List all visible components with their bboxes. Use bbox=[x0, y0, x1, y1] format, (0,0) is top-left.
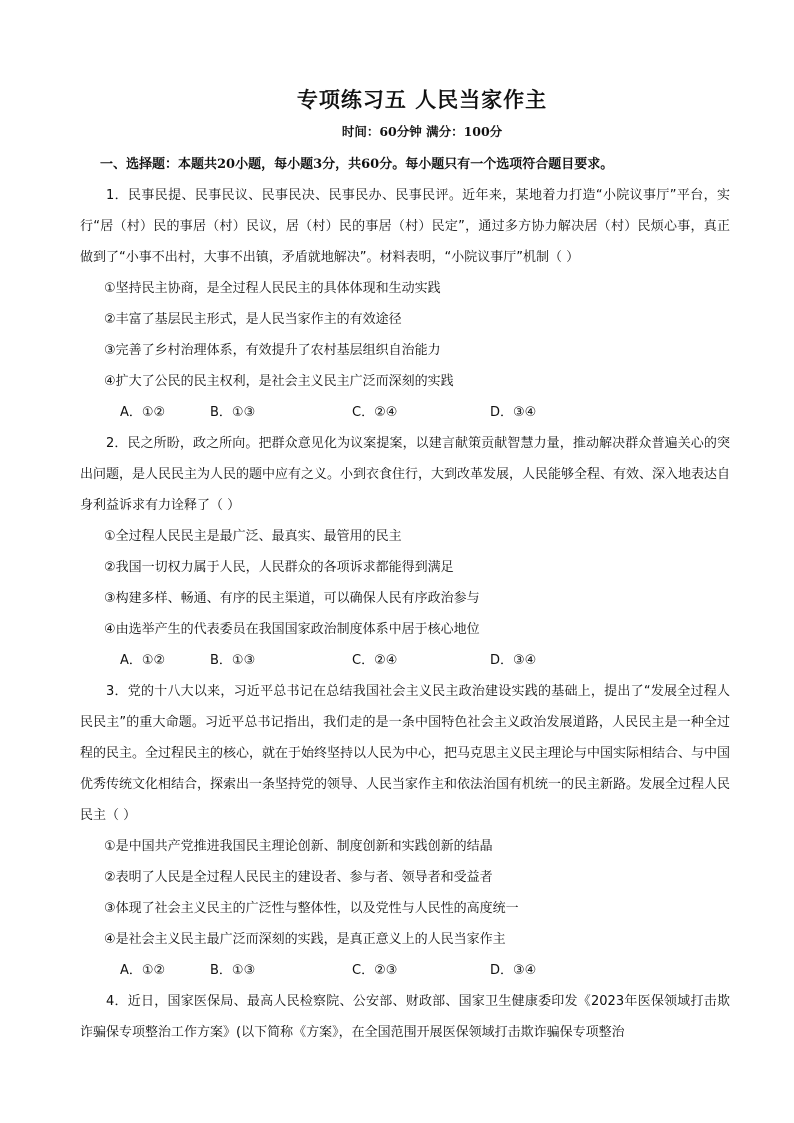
question-stem: 2．民之所盼，政之所向。把群众意见化为议案提案，以建言献策贡献智慧力量，推动解决群众普遍关心的突出问题，是人民民主为人民的题中应有之义。小到衣食住行，大到改革发展，人民能够全程、有效、深入地表达自身利益诉求有力诠释了（ ） bbox=[80, 436, 731, 513]
statement-option: ③完善了乡村治理体系，有效提升了农村基层组织自治能力 bbox=[104, 343, 441, 358]
question-1 bbox=[80, 180, 730, 428]
statement-option: ②表明了人民是全过程人民民主的建设者、参与者、领导者和受益者 bbox=[104, 870, 493, 885]
choice-a: A．①② bbox=[120, 405, 166, 420]
section-heading: 一、选择题：本题共20小题，每小题3分，共60分。每小题只有一个选项符合题目要求。 bbox=[100, 157, 614, 172]
statement-option: ④扩大了公民的民主权利，是社会主义民主广泛而深刻的实践 bbox=[104, 374, 454, 389]
answer-choices bbox=[80, 397, 730, 428]
statement-option: ③构建多样、畅通、有序的民主渠道，可以确保人民有序政治参与 bbox=[104, 591, 480, 606]
choice-a: A．①② bbox=[120, 653, 166, 668]
choice-c: C．②③ bbox=[352, 963, 398, 978]
statement-option: ②我国一切权力属于人民，人民群众的各项诉求都能得到满足 bbox=[104, 560, 454, 575]
answer-choices bbox=[80, 645, 730, 676]
choice-c: C．②④ bbox=[352, 405, 398, 420]
statement-option: ④是社会主义民主最广泛而深刻的实践，是真正意义上的人民当家作主 bbox=[104, 932, 506, 947]
statement-option: ②丰富了基层民主形式，是人民当家作主的有效途径 bbox=[104, 312, 402, 327]
choice-b: B．①③ bbox=[210, 653, 256, 668]
answer-choices bbox=[80, 955, 730, 986]
choice-b: B．①③ bbox=[210, 405, 256, 420]
question-3 bbox=[80, 676, 730, 986]
statement-option: ①全过程人民民主是最广泛、最真实、最管用的民主 bbox=[104, 529, 402, 544]
choice-c: C．②④ bbox=[352, 653, 398, 668]
exam-time-score: 时间：60分钟 满分：100分 bbox=[341, 124, 503, 139]
choice-d: D．③④ bbox=[490, 963, 537, 978]
choice-a: A．①② bbox=[120, 963, 166, 978]
statement-option: ③体现了社会主义民主的广泛性与整体性，以及党性与人民性的高度统一 bbox=[104, 901, 519, 916]
question-2 bbox=[80, 428, 730, 676]
question-stem: 4．近日，国家医保局、最高人民检察院、公安部、财政部、国家卫生健康委印发《2023年医保领域打击欺诈骗保专项整治工作方案》(以下简称《方案》，在全国范围开展医保领域打击欺诈骗保专项整治 bbox=[80, 994, 730, 1040]
question-stem: 1．民事民提、民事民议、民事民决、民事民办、民事民评。近年来，某地着力打造“小院议事厅”平台，实行“居（村）民的事居（村）民议，居（村）民的事居（村）民定”，通过多方协力解决居（村）民烦心事，真正做到了“小事不出村，大事不出镇，矛盾就地解决”。材料表明，“小院议事厅”机制（ ） bbox=[80, 188, 730, 265]
statement-option: ④由选举产生的代表委员在我国国家政治制度体系中居于核心地位 bbox=[104, 622, 480, 637]
question-stem: 3．党的十八大以来，习近平总书记在总结我国社会主义民主政治建设实践的基础上，提出了“发展全过程人民民主”的重大命题。习近平总书记指出，我们走的是一条中国特色社会主义政治发展道路，人民民主是一种全过程的民主。全过程民主的核心，就在于始终坚持以人民为中心，把马克思主义民主理论与中国实际相结合、与中国优秀传统文化相结合，探索出一条坚持党的领导、人民当家作主和依法治国有机统一的民主新路。发展全过程人民民主（ ） bbox=[80, 684, 731, 823]
statement-option: ①是中国共产党推进我国民主理论创新、制度创新和实践创新的结晶 bbox=[104, 839, 493, 854]
page-title: 专项练习五 人民当家作主 bbox=[296, 88, 548, 112]
choice-b: B．①③ bbox=[210, 963, 256, 978]
statement-option: ①坚持民主协商，是全过程人民民主的具体体现和生动实践 bbox=[104, 281, 441, 296]
choice-d: D．③④ bbox=[490, 653, 537, 668]
question-4 bbox=[80, 986, 730, 1048]
question-list bbox=[80, 180, 730, 1048]
choice-d: D．③④ bbox=[490, 405, 537, 420]
